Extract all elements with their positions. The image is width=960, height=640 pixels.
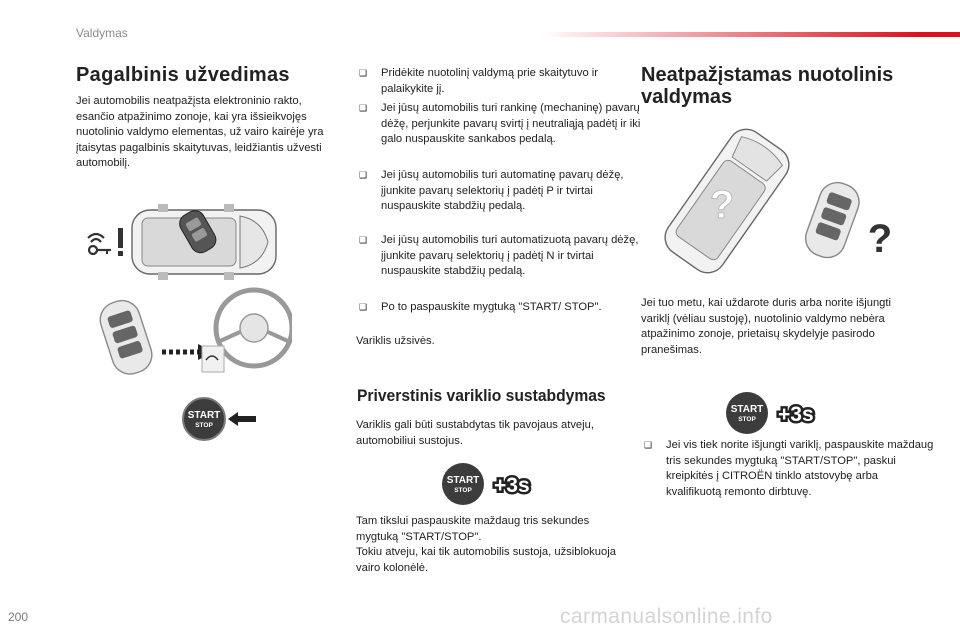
key-warning-icon [82,222,130,258]
forced-stop-text: Variklis gali būti sustabdytas tik pavojaus atveju, automobiliui sustojus. [356,419,594,447]
header-accent-bar [540,32,960,37]
svg-text:START: START [446,475,480,486]
start-stop-hold-3s-icon [440,461,544,507]
plus-3s-label: +3s [494,474,530,497]
heading-forced-stop: Priverstinis variklio sustabdymas [357,386,606,405]
bullet-automated-gearbox: ❑ Jei jūsų automobilis turi automatizuotą pavarų dėžę, įjunkite pavarų selektorių į padėtį N ir tvirtai nuspauskite stabdžių pedalą. [359,234,639,278]
hold-instruction-text: Tam tikslui paspauskite maždaug tris sekundes mygtuką "START/STOP". [356,515,590,543]
heading-unrecognized-remote: Neatpažįstamas nuotolinis valdymas [641,64,894,108]
bullet-manual-gearbox: ❑ Jei jūsų automobilis turi rankinę (mechaninę) pavarų dėžę, perjunkite pavarų svirtį į neutraliąją padėtį ir iki galo nuspauskite sankabos pedalą. [359,102,641,146]
watermark: carmanualsonline.info [560,605,773,628]
svg-text:STOP: STOP [738,416,756,423]
page-number: 200 [8,610,29,624]
start-label: START [187,410,221,421]
bullet-force-engine-off: ❑ Jei vis tiek norite išjungti variklį, paspauskite maždaug tris sekundes mygtuką "START/STOP", paskui kreipkitės į CITROËN tinklo atstovybę arba kvalifikuotą remonto dirbtuvę. [644,439,934,498]
unrecognized-remote-text: Jei tuo metu, kai uždarote duris arba norite išjungti variklį (vėliau sustoję), nuotolinio valdymo nebėra atpažinimo zonoje, prietaisų skydelyje pasirodo pranešimas. [641,297,891,356]
remote-unknown-icon [800,178,900,264]
steering-wheel-illustration [196,286,292,382]
stop-label: STOP [195,422,213,429]
car-question-mark: ? [709,183,735,227]
engine-starts-text: Variklis užsivės. [356,335,435,347]
svg-text:+3s: +3s [778,403,814,426]
bullet-press-start-stop: ❑ Po to paspauskite mygtuką "START/ STOP". [359,301,602,313]
heading-backup-start: Pagalbinis užvedimas [76,64,290,86]
fob-question-mark: ? [867,217,893,261]
start-stop-hold-3s-icon-right [724,390,828,436]
section-title: Valdymas [76,26,128,40]
remote-key-fob-illustration [92,296,162,378]
start-stop-button-icon [180,396,266,442]
steering-lock-text: Tokiu atveju, kai tik automobilis sustoja, užsiblokuoja vairo kolonėlė. [356,546,616,574]
bullet-hold-remote: ❑ Pridėkite nuotolinį valdymą prie skaitytuvo ir palaikykite jį. [359,67,599,95]
car-unknown-remote-illustration [652,126,802,276]
car-top-view-illustration [128,200,280,282]
backup-start-intro: Jei automobilis neatpažįsta elektroninio rakto, esančio atpažinimo zonoje, kai yra išsieikvojęs nuotolinio valdymo elementas, už vairo kairėje yra įtaisytas pagalbinis skaitytuvas, leidžiantis užvesti automobilį. [76,95,324,170]
bullet-automatic-gearbox: ❑ Jei jūsų automobilis turi automatinę pavarų dėžę, įjunkite pavarų selektorių į padėtį P ir tvirtai nuspauskite stabdžių pedalą. [359,169,624,213]
svg-text:STOP: STOP [454,487,472,494]
svg-text:START: START [730,404,764,415]
